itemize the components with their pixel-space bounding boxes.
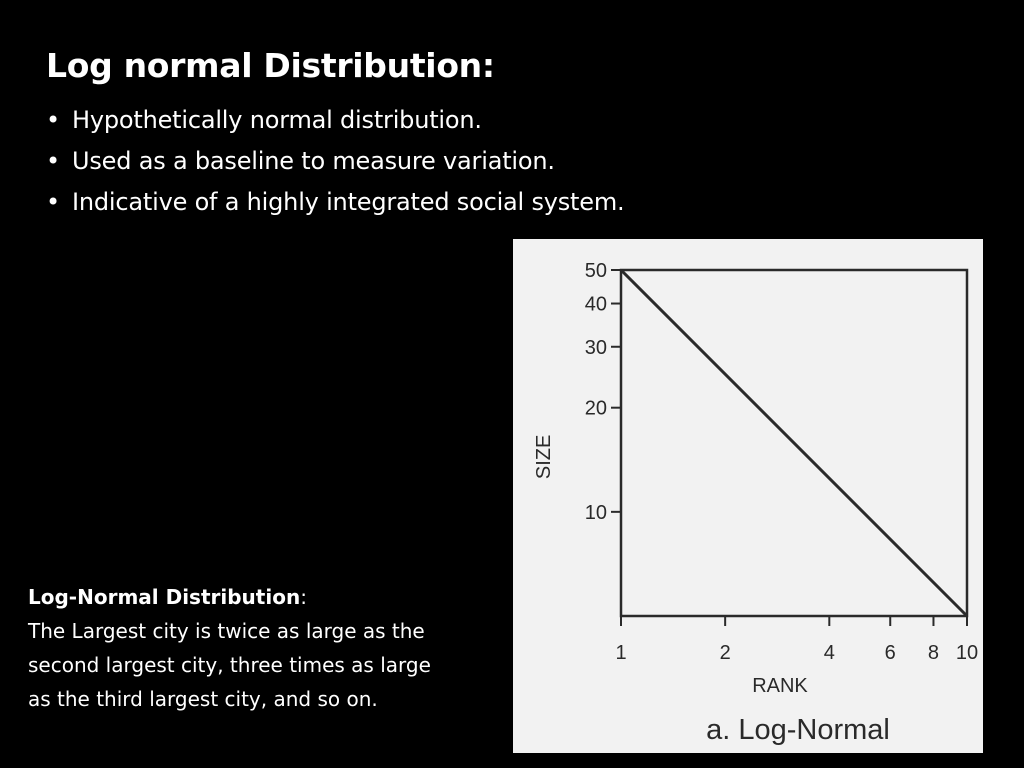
bullet-dot: •: [46, 147, 60, 175]
x-tick-label: 1: [615, 642, 627, 664]
chart-figure: [513, 239, 983, 753]
y-tick-label: 50: [584, 260, 607, 282]
rank-size-chart: [513, 239, 983, 753]
explanation-line: The Largest city is twice as large as the: [28, 619, 425, 643]
bullet-text: Indicative of a highly integrated social system.: [72, 188, 625, 216]
figure-caption: a. Log-Normal: [706, 714, 890, 746]
bullet-text: Hypothetically normal distribution.: [72, 106, 482, 134]
bullet-dot: •: [46, 106, 60, 134]
y-tick-label: 10: [584, 501, 607, 524]
x-tick-label: 10: [955, 642, 979, 664]
y-tick-label: 40: [584, 293, 607, 316]
y-axis-title: SIZE: [533, 434, 555, 480]
y-tick-label: 30: [584, 336, 607, 359]
bullet-dot: •: [46, 188, 60, 216]
bullet-item: [46, 182, 624, 223]
explanation-line: as the third largest city, and so on.: [28, 687, 378, 711]
explanation-title: Log-Normal Distribution: [28, 585, 301, 609]
series-line: [621, 270, 967, 616]
x-tick-label: 8: [927, 642, 940, 664]
bullet-item: [46, 141, 624, 182]
x-tick-label: 6: [884, 642, 896, 664]
slide-title: Log normal Distribution:: [46, 46, 495, 85]
x-axis-title: RANK: [752, 675, 808, 697]
explanation-line: second largest city, three times as large: [28, 653, 431, 677]
explanation-colon: :: [300, 585, 307, 609]
x-tick-label: 4: [823, 642, 835, 664]
chart-explanation: [28, 580, 498, 716]
y-tick-label: 20: [584, 397, 607, 420]
x-tick-label: 2: [719, 642, 731, 664]
bullet-list: [46, 100, 624, 223]
bullet-text: Used as a baseline to measure variation.: [72, 147, 555, 175]
bullet-item: [46, 100, 624, 141]
explanation-heading: [28, 580, 498, 614]
